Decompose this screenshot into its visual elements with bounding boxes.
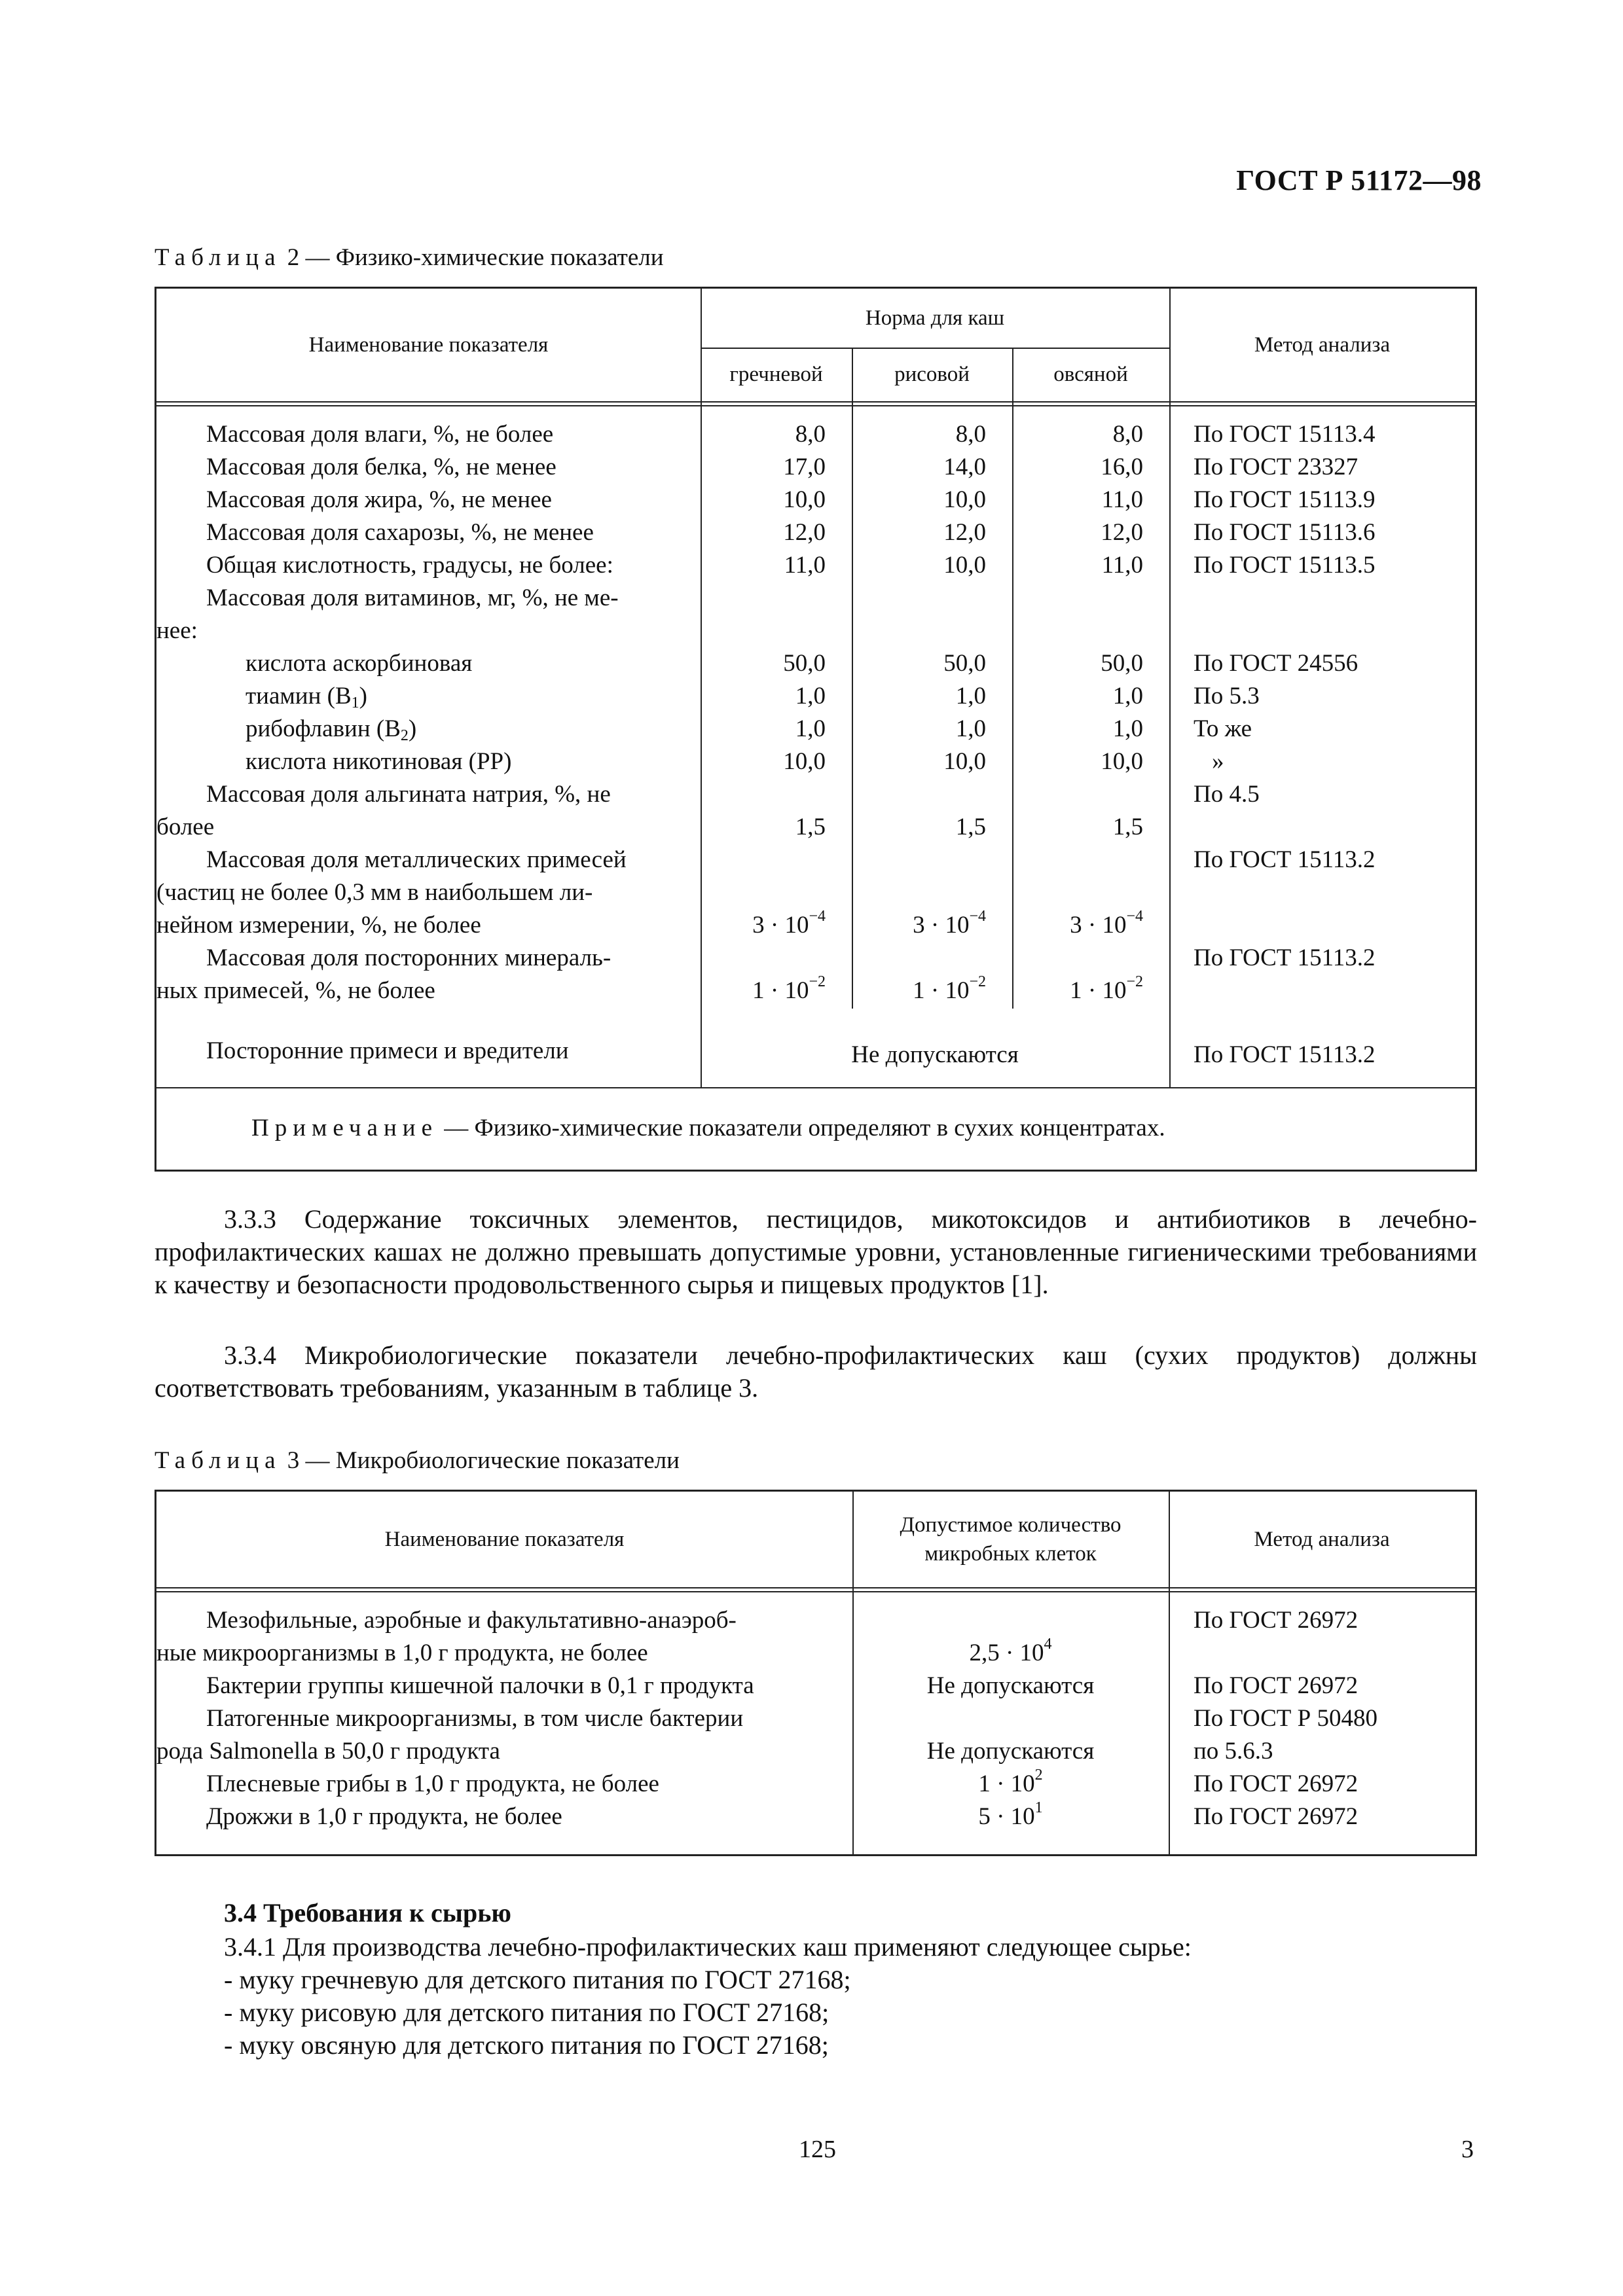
- table2-row-value: 16,0: [1101, 454, 1143, 480]
- table2-row-name: Массовая доля белка, %, не менее: [206, 454, 556, 480]
- table3-caption: [155, 1446, 680, 1475]
- table3-caption-label: Таблица: [155, 1447, 282, 1474]
- table2-row-value: 1,0: [955, 715, 986, 742]
- table2-divider: [1169, 289, 1171, 1087]
- superscript: 1: [1034, 1799, 1043, 1816]
- table2-row-value: 1,0: [1112, 715, 1143, 742]
- superscript: −4: [1126, 908, 1143, 925]
- table2-row-method: По ГОСТ 24556: [1194, 650, 1359, 677]
- table3-row-method: по 5.6.3: [1194, 1738, 1273, 1765]
- table2-row-name: Массовая доля металлических примесей: [206, 846, 627, 873]
- table2-row-value: 8,0: [795, 421, 826, 448]
- table2-row-name: кислота аскорбиновая: [246, 650, 473, 677]
- table3-row-quantity: $2,5 \cdot 10^4$: [969, 1636, 1052, 1666]
- table-physico-chemical: [155, 287, 1477, 1172]
- table2-last-row-value: Не допускаются: [851, 1041, 1019, 1068]
- superscript: −2: [969, 973, 986, 990]
- table3-row-method: По ГОСТ 26972: [1194, 1672, 1359, 1699]
- table2-caption-title: 2 — Физико-химические показатели: [287, 244, 664, 271]
- table2-caption-label: Таблица: [155, 244, 282, 271]
- table2-row-value: 10,0: [783, 748, 826, 775]
- table2-row-value: 10,0: [783, 486, 826, 513]
- table2-row-value: $1 \cdot 10^{-2}$: [752, 973, 826, 1004]
- table2-header-rice: рисовой: [894, 363, 970, 386]
- table3-row-name: Патогенные микроорганизмы, в том числе бактерии: [206, 1705, 744, 1732]
- table3-divider: [156, 1591, 1475, 1592]
- table2-caption: [155, 243, 664, 272]
- list-item: - муку гречневую для детского питания по ГОСТ 27168;: [224, 1965, 851, 1994]
- table2-row-value: 1,5: [1112, 814, 1143, 840]
- table3-row-quantity: Не допускаются: [926, 1738, 1095, 1765]
- superscript: 4: [1044, 1636, 1052, 1653]
- superscript: −4: [969, 908, 986, 925]
- table2-row-value: 1,0: [1112, 683, 1143, 709]
- subscript: 1: [351, 694, 359, 711]
- table2-row-value: 1,5: [795, 814, 826, 840]
- table3-row-method: По ГОСТ 26972: [1194, 1607, 1359, 1634]
- table2-row-value: 11,0: [1101, 552, 1143, 579]
- table2-row-method: По 5.3: [1194, 683, 1260, 709]
- table2-row-value: 12,0: [783, 519, 826, 546]
- section-3-4-heading: 3.4 Требования к сырью: [224, 1898, 511, 1928]
- list-item: - муку рисовую для детского питания по ГОСТ 27168;: [224, 1998, 830, 2027]
- superscript: −2: [1126, 973, 1143, 990]
- table2-note: [251, 1112, 1165, 1145]
- table2-row-method: По ГОСТ 15113.9: [1194, 486, 1376, 513]
- table3-row-method: По ГОСТ 26972: [1194, 1770, 1359, 1797]
- table2-row-method: По ГОСТ 15113.2: [1194, 944, 1376, 971]
- table2-row-value: 1,0: [795, 683, 826, 709]
- table2-row-value: 50,0: [943, 650, 986, 677]
- table2-header-norm: Норма для каш: [865, 306, 1005, 330]
- table2-last-row-method: По ГОСТ 15113.2: [1194, 1041, 1376, 1068]
- table2-divider: [156, 401, 1475, 403]
- table2-row-name: тиамин $(B_1)$: [246, 683, 367, 711]
- subscript: 2: [400, 727, 409, 744]
- table2-row-name: рибофлавин $(B_2)$: [246, 715, 417, 744]
- table2-row-name: Массовая доля альгината натрия, %, не: [206, 781, 611, 808]
- table2-row-name: нейном измерении, %, не более: [156, 912, 481, 939]
- table3-header-quantity-line1: Допустимое количество: [900, 1513, 1122, 1537]
- table3-caption-title: 3 — Микробиологические показатели: [287, 1447, 680, 1474]
- paragraph-3-4-1: 3.4.1 Для производства лечебно-профилактических каш применяют следующее сырье:: [224, 1932, 1192, 1962]
- table2-row-method: По ГОСТ 15113.2: [1194, 846, 1376, 873]
- table2-row-name: ных примесей, %, не более: [156, 977, 435, 1004]
- table2-row-value: 50,0: [1101, 650, 1143, 677]
- table2-row-value: 8,0: [1112, 421, 1143, 448]
- table2-row-value: $3 \cdot 10^{-4}$: [752, 908, 826, 939]
- table3-header-quantity: [852, 1492, 1169, 1587]
- table2-row-value: 10,0: [943, 486, 986, 513]
- table2-row-value: 11,0: [784, 552, 826, 579]
- table2-row-value: 14,0: [943, 454, 986, 480]
- table2-row-name: Массовая доля жира, %, не менее: [206, 486, 552, 513]
- table2-row-name: (частиц не более 0,3 мм в наибольшем ли-: [156, 879, 593, 906]
- table2-header-oat: овсяной: [1053, 363, 1128, 386]
- table2-last-row-name: Посторонние примеси и вредители: [206, 1037, 569, 1064]
- table3-row-name: Бактерии группы кишечной палочки в 0,1 г продукта: [206, 1672, 754, 1699]
- table3-row-quantity: $5 \cdot 10^1$: [978, 1799, 1043, 1830]
- superscript: 2: [1034, 1767, 1043, 1784]
- table2-row-method: По 4.5: [1194, 781, 1260, 808]
- table2-row-value: 12,0: [943, 519, 986, 546]
- list-item: - муку овсяную для детского питания по ГОСТ 27168;: [224, 2030, 829, 2060]
- table2-row-name: нее:: [156, 617, 198, 644]
- table2-row-value: 10,0: [1101, 748, 1143, 775]
- table2-row-value: 1,0: [795, 715, 826, 742]
- footer-page-number-center: 125: [799, 2136, 836, 2163]
- table2-note-text: — Физико-химические показатели определяют в сухих концентратах.: [444, 1115, 1165, 1141]
- table2-row-value: $3 \cdot 10^{-4}$: [913, 908, 986, 939]
- table2-divider: [156, 405, 1475, 406]
- table3-header-method: Метод анализа: [1254, 1528, 1390, 1551]
- table2-row-name: Массовая доля сахарозы, %, не менее: [206, 519, 594, 546]
- table2-row-method: По ГОСТ 23327: [1194, 454, 1359, 480]
- table2-row-name: более: [156, 814, 215, 840]
- superscript: −2: [809, 973, 826, 990]
- table2-row-value: 1,5: [955, 814, 986, 840]
- table2-header-buckwheat: гречневой: [729, 363, 823, 386]
- table2-row-value: $1 \cdot 10^{-2}$: [913, 973, 986, 1004]
- table3-divider: [156, 1587, 1475, 1588]
- table2-row-method: По ГОСТ 15113.6: [1194, 519, 1376, 546]
- table3-row-method: По ГОСТ 26972: [1194, 1803, 1359, 1830]
- table2-row-value: 11,0: [1101, 486, 1143, 513]
- table3-row-quantity: $1 \cdot 10^2$: [978, 1767, 1043, 1797]
- table2-row-value: 50,0: [783, 650, 826, 677]
- table2-note-label: Примечание: [251, 1115, 438, 1141]
- table2-row-value: 1,0: [955, 683, 986, 709]
- table2-row-method: По ГОСТ 15113.4: [1194, 421, 1376, 448]
- table3-row-name: рода Salmonella в 50,0 г продукта: [156, 1738, 500, 1765]
- table2-row-value: 10,0: [943, 552, 986, 579]
- table2-row-method: »: [1212, 748, 1224, 775]
- table2-row-name: Общая кислотность, градусы, не более:: [206, 552, 613, 579]
- table3-header-name: Наименование показателя: [384, 1528, 625, 1551]
- table3-row-name: Дрожжи в 1,0 г продукта, не более: [206, 1803, 562, 1830]
- table2-row-name: Массовая доля посторонних минераль-: [206, 944, 611, 971]
- document-id: ГОСТ Р 51172—98: [1236, 164, 1482, 196]
- table2-header-method: Метод анализа: [1254, 333, 1391, 357]
- table2-divider: [156, 1087, 1475, 1088]
- table2-row-name: Массовая доля влаги, %, не более: [206, 421, 554, 448]
- table2-row-name: Массовая доля витаминов, мг, %, не ме-: [206, 584, 619, 611]
- table3-header-quantity-line2: микробных клеток: [924, 1542, 1097, 1566]
- table2-row-name: кислота никотиновая (РР): [246, 748, 512, 775]
- table2-row-value: 12,0: [1101, 519, 1143, 546]
- table2-header-name: Наименование показателя: [308, 333, 549, 357]
- table3-row-name: ные микроорганизмы в 1,0 г продукта, не более: [156, 1640, 648, 1666]
- table3-row-quantity: Не допускаются: [926, 1672, 1095, 1699]
- table2-row-value: $1 \cdot 10^{-2}$: [1070, 973, 1143, 1004]
- table2-row-value: $3 \cdot 10^{-4}$: [1070, 908, 1143, 939]
- table2-row-method: То же: [1194, 715, 1252, 742]
- paragraph-3-3-3: 3.3.3 Содержание токсичных элементов, пестицидов, микотоксидов и антибиотиков в лечебно-профилактических кашах не должно превышать допустимые уровни, установленные гигиеническими требованиями к качеству и безопасности продовольственного сырья и пищевых продуктов [1].: [155, 1204, 1477, 1299]
- table3-row-name: Мезофильные, аэробные и факультативно-анаэроб-: [206, 1607, 737, 1634]
- table-microbiological: [155, 1490, 1477, 1856]
- table2-row-value: 17,0: [783, 454, 826, 480]
- superscript: −4: [809, 908, 826, 925]
- table2-row-value: 10,0: [943, 748, 986, 775]
- paragraph-3-3-4: 3.3.4 Микробиологические показатели лечебно-профилактических каш (сухих продуктов) должны соответствовать требованиям, указанным в таблице 3.: [155, 1340, 1477, 1403]
- table3-row-name: Плесневые грибы в 1,0 г продукта, не более: [206, 1770, 659, 1797]
- table2-row-method: По ГОСТ 15113.5: [1194, 552, 1376, 579]
- table2-row-value: 8,0: [955, 421, 986, 448]
- table3-row-method: По ГОСТ Р 50480: [1194, 1705, 1377, 1732]
- footer-page-number-right: 3: [1461, 2136, 1474, 2163]
